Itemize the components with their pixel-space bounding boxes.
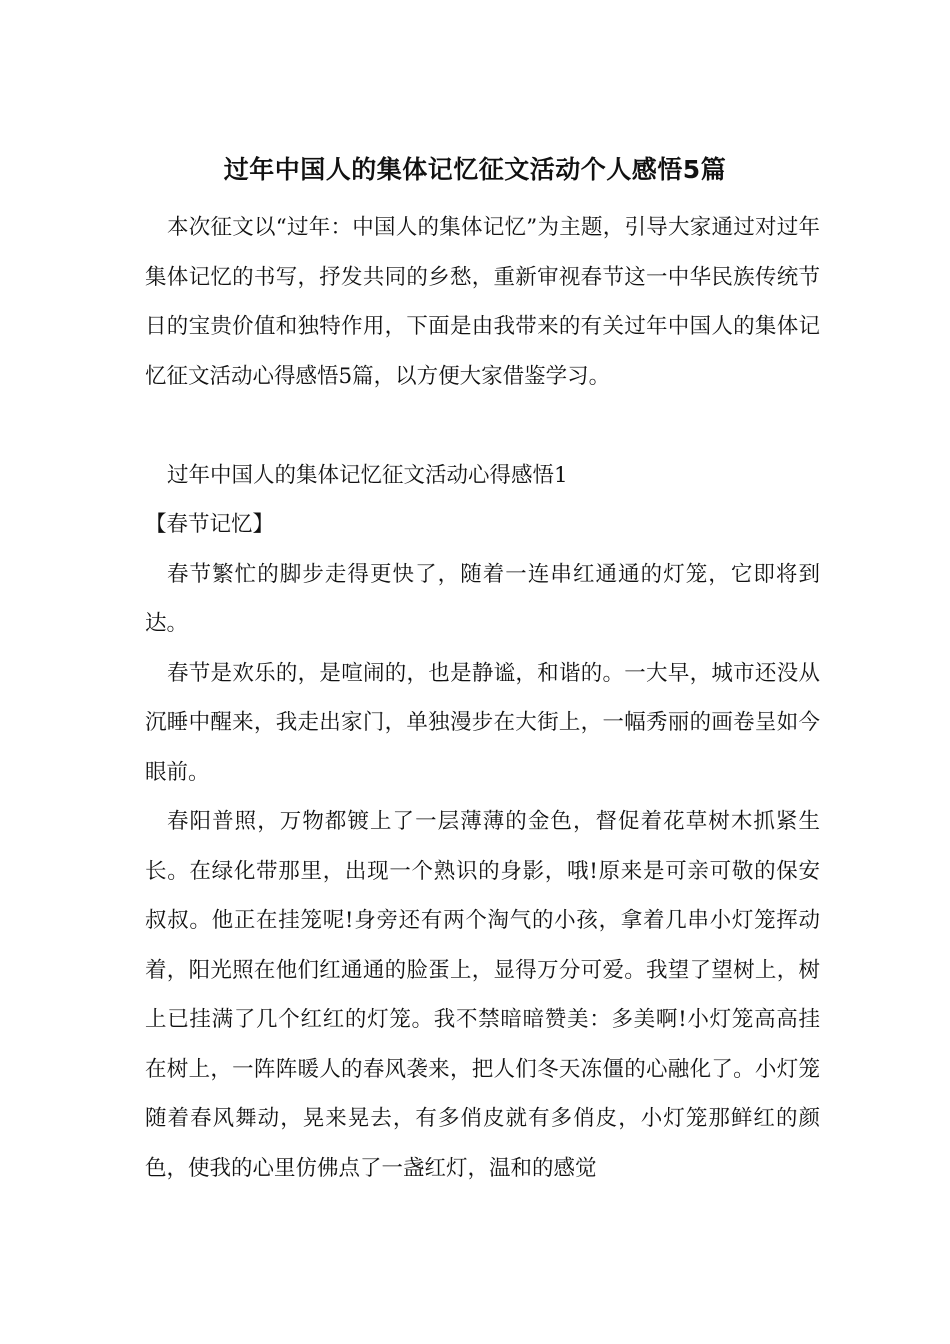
body-paragraph-1: 春节繁忙的脚步走得更快了，随着一连串红通通的灯笼，它即将到达。 <box>145 561 820 636</box>
body-paragraph-2: 春节是欢乐的，是喧闹的，也是静谧，和谐的。一大早，城市还没从沉睡中醒来，我走出家门，单独漫步在大街上，一幅秀丽的画卷呈如今眼前。 <box>145 660 820 785</box>
document-title: 过年中国人的集体记忆征文活动个人感悟5篇 <box>223 155 727 184</box>
section-heading: 过年中国人的集体记忆征文活动心得感悟1 <box>167 462 568 488</box>
intro-paragraph: 本次征文以“过年：中国人的集体记忆”为主题，引导大家通过对过年集体记忆的书写，抒发共同的乡愁，重新审视春节这一中华民族传统节日的宝贵价值和独特作用，下面是由我带来的有关过年中国人的集体记忆征文活动心得感悟5篇，以方便大家借鉴学习。 <box>145 215 820 389</box>
blank-line <box>145 401 820 451</box>
body-paragraph-3: 春阳普照，万物都镀上了一层薄薄的金色，督促着花草树木抓紧生长。在绿化带那里，出现一个熟识的身影，哦!原来是可亲可敬的保安叔叔。他正在挂笼呢!身旁还有两个淘气的小孩，拿着几串小灯笼挥动着，阳光照在他们红通通的脸蛋上，显得万分可爱。我望了望树上，树上已挂满了几个红红的灯笼。我不禁暗暗赞美：多美啊!小灯笼高高挂在树上，一阵阵暖人的春风袭来，把人们冬天冻僵的心融化了。小灯笼随着春风舞动，晃来晃去，有多俏皮就有多俏皮，小灯笼那鲜红的颜色，使我的心里仿佛点了一盏红灯，温和的感觉 <box>145 809 820 1181</box>
document-body <box>145 203 820 1193</box>
section-subheading: 【春节记忆】 <box>145 512 275 537</box>
